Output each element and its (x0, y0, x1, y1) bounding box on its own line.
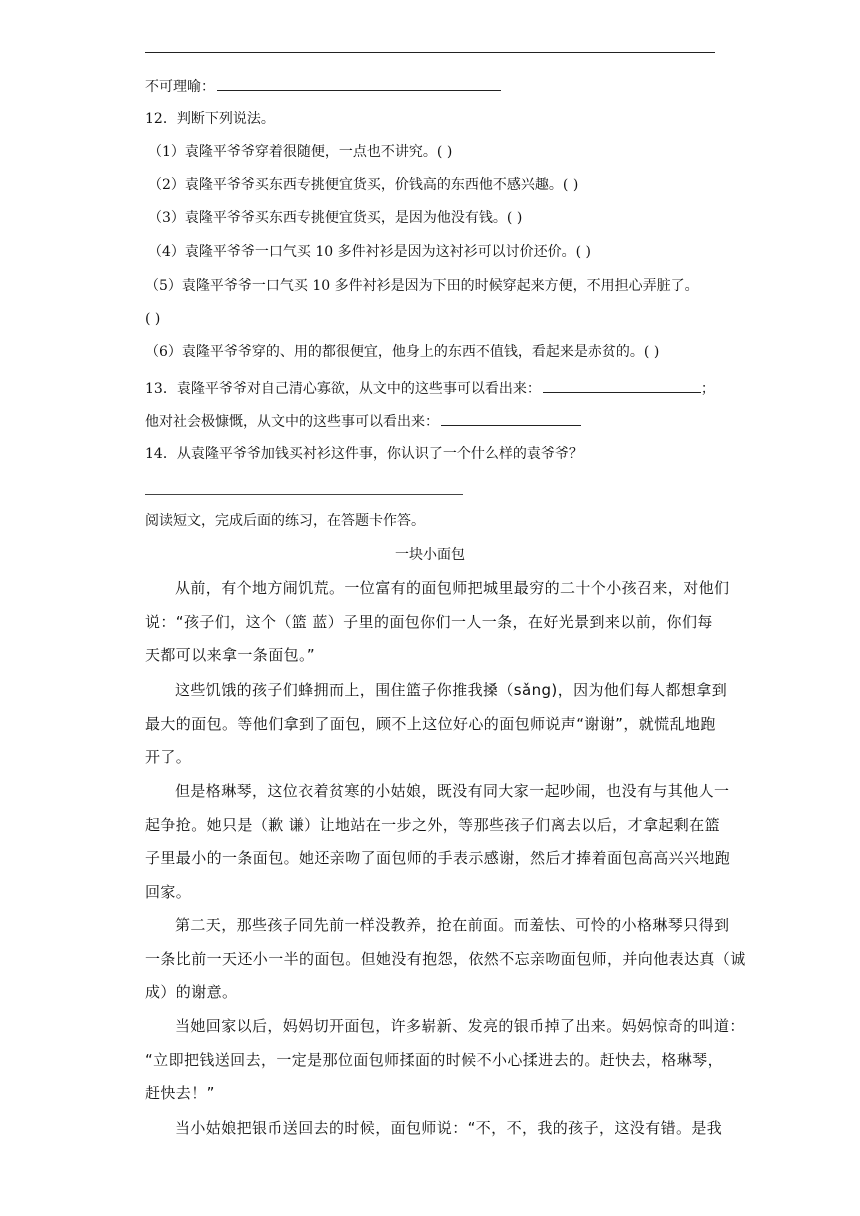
q13-answer-blank-1[interactable] (543, 378, 701, 393)
header-rule (145, 52, 715, 53)
q11-label: 不可理喻： (145, 79, 215, 95)
story-p1-line-2: 说：“孩子们，这个（篮 蓝）子里的面包你们一人一条，在好光景到来以前，你们每 (145, 612, 713, 631)
q12-item-4: （4）袁隆平爷爷一口气买 10 多件衬衫是因为这衬衫可以讨价还价。( ) (148, 244, 591, 260)
story-p5-line-2: “立即把钱送回去，一定是那位面包师揉面的时候不小心揉进去的。赶快去，格琳琴， (145, 1050, 723, 1069)
story-p3-line-4: 回家。 (145, 882, 192, 901)
story-p4-line-1: 第二天，那些孩子同先前一样没教养，抢在前面。而羞怯、可怜的小格琳琴只得到 (175, 916, 730, 934)
story-p2-line-3: 开了。 (145, 748, 192, 766)
story-p1-line-3: 天都可以来拿一条面包。” (145, 646, 316, 664)
q11-answer-blank[interactable] (217, 76, 501, 91)
q14-answer-line[interactable] (145, 494, 463, 495)
story-paragraph-4 (145, 909, 746, 1010)
story-p3-line-3: 子里最小的一条面包。她还亲吻了面包师的手表示感谢，然后才捧着面包高高兴兴地跑 (145, 849, 731, 867)
q13-line-2 (145, 411, 581, 432)
story-paragraph-6 (145, 1112, 723, 1146)
q12-item-1: （1）袁隆平爷爷穿着很随便，一点也不讲究。( ) (148, 144, 453, 160)
story-paragraph-5 (145, 1010, 745, 1111)
q11-answer-line (145, 76, 501, 97)
q13-line-1 (145, 378, 715, 399)
story-paragraph-3 (145, 775, 731, 909)
story-p3-line-1: 但是格琳琴，这位衣着贫寒的小姑娘，既没有同大家一起吵闹，也没有与其他人一 (175, 782, 730, 800)
reading-instruction: 阅读短文，完成后面的练习，在答题卡作答。 (145, 513, 425, 529)
story-p2-line-2: 最大的面包。等他们拿到了面包，顾不上这位好心的面包师说声“谢谢”，就慌乱地跑 (145, 714, 716, 733)
story-p4-line-3: 成）的谢意。 (145, 983, 238, 1001)
q12-item-5-paren: ( ) (145, 311, 161, 327)
story-p1-line-1: 从前，有个地方闹饥荒。一位富有的面包师把城里最穷的二十个小孩召来，对他们 (175, 579, 730, 597)
story-p4-line-2: 一条比前一天还小一半的面包。但她没有抱怨，依然不忘亲吻面包师，并向他表达真（诚 (145, 949, 746, 968)
story-p5-line-3: 赶快去！” (145, 1084, 215, 1102)
story-title: 一块小面包 (395, 547, 465, 563)
q13-semicolon: ； (700, 381, 715, 397)
q12-item-2: （2）袁隆平爷爷买东西专挑便宜货买，价钱高的东西他不感兴趣。( ) (148, 177, 579, 193)
story-p5-line-1: 当她回家以后，妈妈切开面包，许多崭新、发亮的银币掉了出来。妈妈惊奇的叫道： (175, 1017, 745, 1035)
q12-item-3: （3）袁隆平爷爷买东西专挑便宜货买，是因为他没有钱。( ) (148, 210, 523, 226)
q13-answer-blank-2[interactable] (441, 411, 581, 426)
q12-item-6: （6）袁隆平爷爷穿的、用的都很便宜，他身上的东西不值钱，看起来是赤贫的。( ) (145, 344, 660, 360)
q14-stem: 14．从袁隆平爷爷加钱买衬衫这件事，你认识了一个什么样的袁爷爷？ (145, 446, 583, 462)
q13-part-1: 13．袁隆平爷爷对自己清心寡欲，从文中的这些事可以看出来： (145, 381, 541, 397)
story-p6-line-1: 当小姑娘把银币送回去的时候，面包师说：“不，不，我的孩子，这没有错。是我 (175, 1119, 723, 1137)
story-p2-line-1: 这些饥饿的孩子们蜂拥而上，围住篮子你推我搡（sǎng)，因为他们每人都想拿到 (175, 681, 728, 699)
story-paragraph-2 (145, 674, 728, 775)
story-paragraph-1 (145, 572, 730, 673)
q13-part-2: 他对社会极慷慨，从文中的这些事可以看出来： (145, 414, 439, 430)
q12-item-5: （5）袁隆平爷爷一口气买 10 多件衬衫是因为下田的时候穿起来方便，不用担心弄脏了。 (145, 278, 699, 294)
q12-stem: 12．判断下列说法。 (145, 111, 275, 127)
story-p3-line-2: 起争抢。她只是（歉 谦）让地站在一步之外，等那些孩子们离去以后，才拿起剩在篮 (145, 815, 720, 834)
